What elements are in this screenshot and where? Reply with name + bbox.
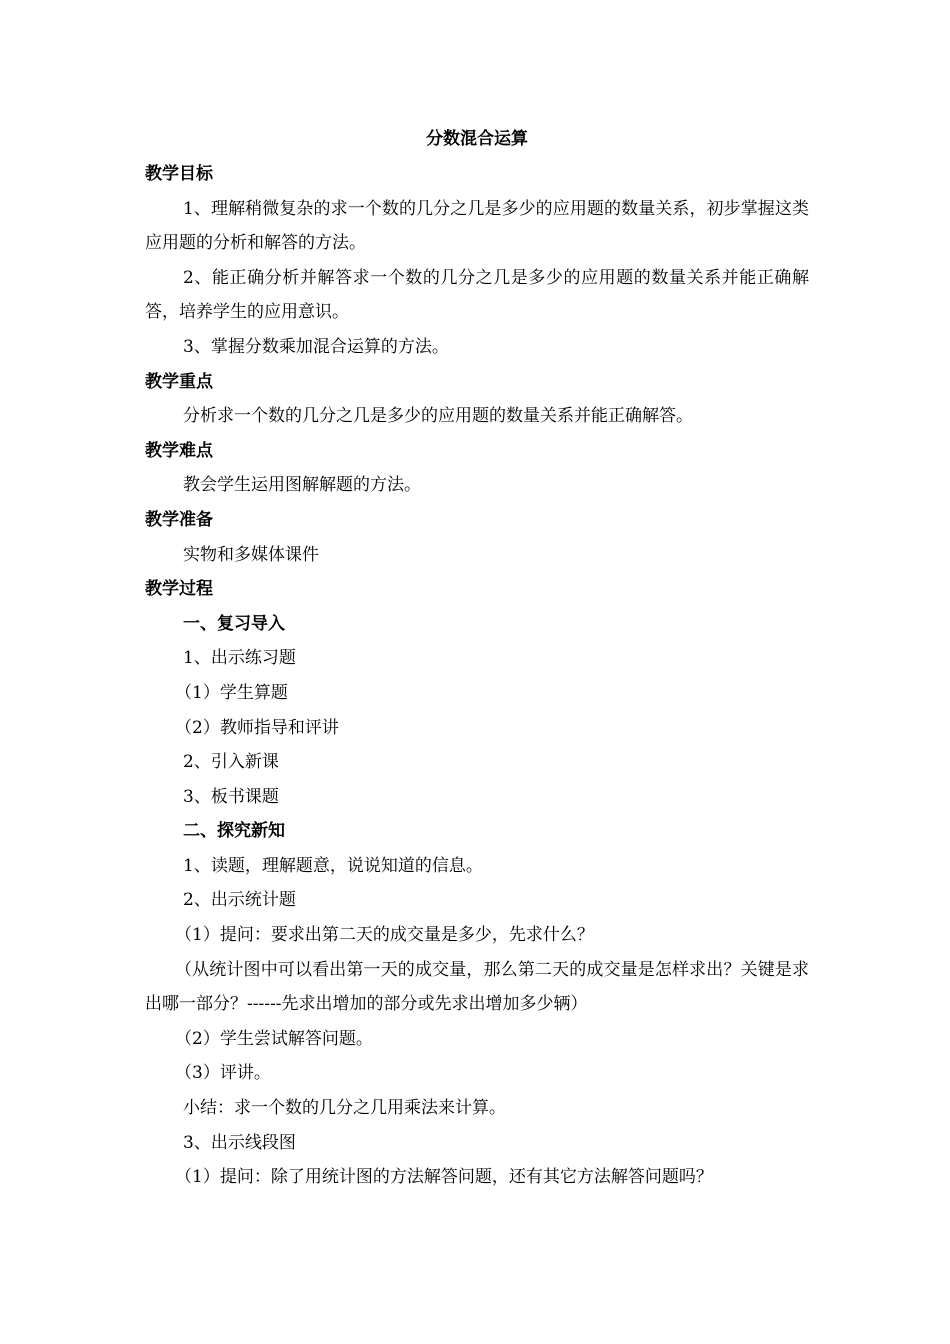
heading-process: 教学过程 <box>145 579 213 600</box>
explanation-note: （从统计图中可以看出第一天的成交量，那么第二天的成交量是怎样求出？关键是求出哪一部分？------先求出增加的部分或先求出增加多少辆） <box>145 959 809 1015</box>
document-page <box>145 124 809 1195</box>
list-item: 2、出示统计题 <box>183 890 296 911</box>
section-review: 一、复习导入 <box>183 613 285 634</box>
goal-item-1: 1、理解稍微复杂的求一个数的几分之几是多少的应用题的数量关系，初步掌握这类应用题的分析和解答的方法。 <box>145 198 809 254</box>
list-item: 1、读题，理解题意，说说知道的信息。 <box>183 855 483 876</box>
list-item: （1）提问：除了用统计图的方法解答问题，还有其它方法解答问题吗？ <box>175 1167 713 1188</box>
difficulty-text: 教会学生运用图解解题的方法。 <box>183 475 421 496</box>
list-item: （1）提问：要求出第二天的成交量是多少，先求什么？ <box>175 925 594 946</box>
list-item: （2）学生尝试解答问题。 <box>175 1028 373 1049</box>
list-item: 2、引入新课 <box>183 752 279 773</box>
heading-key-points: 教学重点 <box>145 371 213 392</box>
section-explore: 二、探究新知 <box>183 821 285 842</box>
heading-teaching-goals: 教学目标 <box>145 164 213 184</box>
list-item: （1）学生算题 <box>175 682 288 703</box>
preparation-text: 实物和多媒体课件 <box>183 544 319 565</box>
heading-preparation: 教学准备 <box>145 509 213 530</box>
goal-item-3: 3、掌握分数乘加混合运算的方法。 <box>183 336 449 357</box>
list-item: 1、出示练习题 <box>183 648 296 669</box>
list-item: （2）教师指导和评讲 <box>175 717 339 738</box>
key-point-text: 分析求一个数的几分之几是多少的应用题的数量关系并能正确解答。 <box>183 406 693 427</box>
list-item: 3、出示线段图 <box>183 1132 296 1153</box>
list-item: 3、板书课题 <box>183 786 279 807</box>
summary-text: 小结：求一个数的几分之几用乘法来计算。 <box>183 1098 506 1119</box>
document-title: 分数混合运算 <box>426 129 528 149</box>
heading-difficulties: 教学难点 <box>145 440 213 461</box>
goal-item-2: 2、能正确分析并解答求一个数的几分之几是多少的应用题的数量关系并能正确解答，培养学生的应用意识。 <box>145 267 809 323</box>
list-item: （3）评讲。 <box>175 1063 271 1084</box>
